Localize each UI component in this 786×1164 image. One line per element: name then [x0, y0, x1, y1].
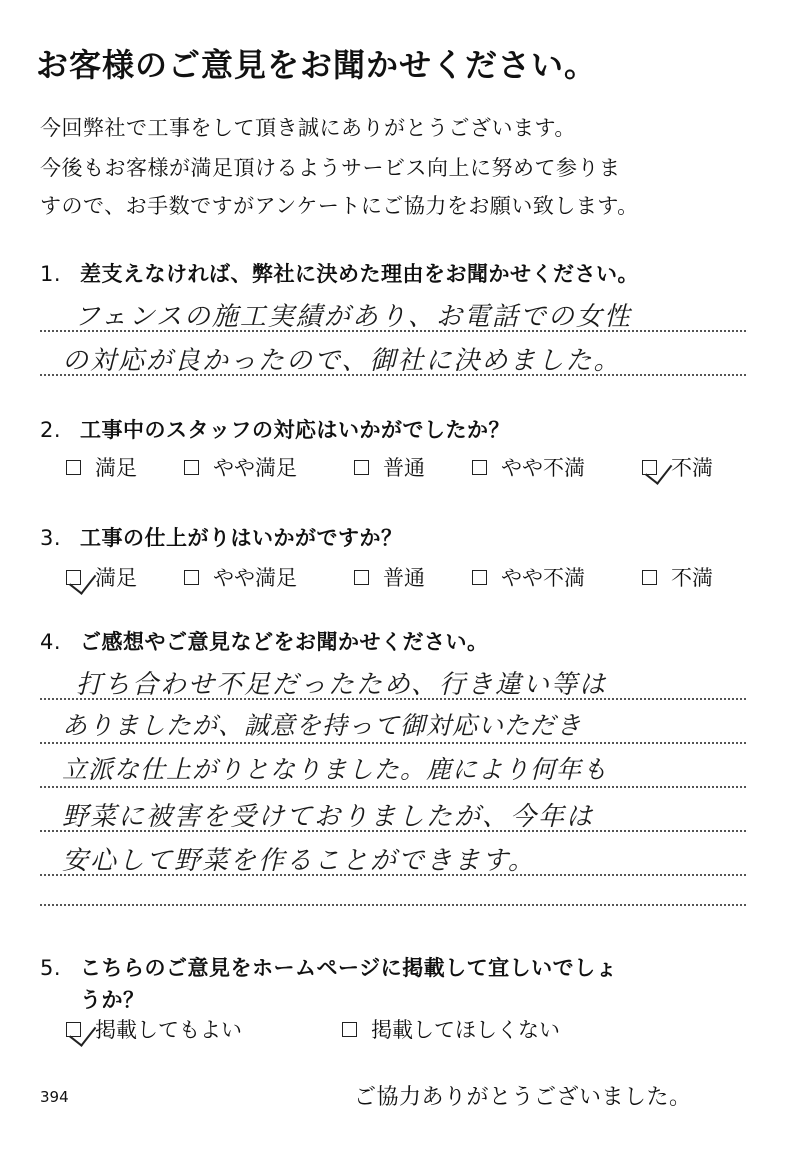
q5-option-1[interactable] [66, 1014, 242, 1044]
checkbox[interactable] [342, 1022, 357, 1037]
q1-answer-line-1: フェンスの施工実績があり、お電話での女性 [74, 302, 632, 332]
q3-option-4-label: やや不満 [501, 566, 585, 590]
q4-answer-line-2: ありましたが、誠意を持って御対応いただき [62, 711, 583, 740]
page-title: お客様のご意見をお聞かせください。 [36, 46, 598, 84]
q2-option-5-label: 不満 [671, 456, 713, 480]
question-5-text-line-1: こちらのご意見をホームページに掲載して宜しいでしょ [80, 956, 618, 980]
question-5-text-line-2: うか？ [80, 988, 145, 1012]
checkbox[interactable] [184, 460, 199, 475]
question-1 [40, 258, 639, 288]
intro-line-3: すので、お手数ですがアンケートにご協力をお願い致します。 [40, 194, 639, 218]
q2-option-3[interactable] [354, 452, 425, 482]
checkbox[interactable] [354, 570, 369, 585]
answer-rule [40, 874, 746, 876]
checkbox[interactable] [472, 460, 487, 475]
question-1-number: 1. [40, 262, 62, 286]
q2-option-2-label: やや満足 [213, 456, 297, 480]
checkbox[interactable] [354, 460, 369, 475]
q2-option-1[interactable] [66, 452, 137, 482]
q5-option-2[interactable] [342, 1014, 560, 1044]
q3-option-3-label: 普通 [383, 566, 425, 590]
checkbox[interactable] [472, 570, 487, 585]
q5-option-1-label: 掲載してもよい [95, 1018, 242, 1042]
question-3-text: 工事の仕上がりはいかがですか？ [80, 526, 403, 550]
closing-thanks: ご協力ありがとうございました。 [354, 1085, 692, 1110]
q3-option-5-label: 不満 [671, 566, 713, 590]
question-3-number: 3. [40, 526, 62, 550]
q4-answer-line-4: 野菜に被害を受けておりましたが、今年は [62, 802, 595, 832]
question-4-text: ご感想やご意見などをお聞かせください。 [80, 630, 489, 654]
question-2-number: 2. [40, 418, 62, 442]
checkbox[interactable] [642, 570, 657, 585]
question-4-number: 4. [40, 630, 62, 654]
intro-line-1: 今回弊社で工事をして頂き誠にありがとうございます。 [40, 116, 576, 140]
q3-option-2-label: やや満足 [213, 566, 297, 590]
question-3 [40, 522, 403, 552]
q2-option-4-label: やや不満 [501, 456, 585, 480]
q2-option-4[interactable] [472, 452, 585, 482]
checkbox-checked[interactable] [66, 1022, 81, 1037]
q2-option-1-label: 満足 [95, 456, 137, 480]
q2-option-2[interactable] [184, 452, 297, 482]
intro-line-2: 今後もお客様が満足頂けるようサービス向上に努めて参りま [40, 156, 621, 180]
checkbox[interactable] [184, 570, 199, 585]
checkbox-checked[interactable] [66, 570, 81, 585]
q2-option-3-label: 普通 [383, 456, 425, 480]
q3-option-4[interactable] [472, 562, 585, 592]
answer-rule [40, 904, 746, 906]
answer-rule [40, 742, 746, 744]
q4-answer-line-5: 安心して野菜を作ることができます。 [62, 846, 536, 876]
q3-option-3[interactable] [354, 562, 425, 592]
q3-option-1[interactable] [66, 562, 137, 592]
q4-answer-line-1: 打ち合わせ不足だったため、行き違い等は [76, 670, 607, 700]
q4-answer-line-3: 立派な仕上がりとなりました。鹿により何年も [62, 755, 609, 784]
answer-rule [40, 786, 746, 788]
question-4 [40, 626, 489, 656]
checkbox-checked[interactable] [642, 460, 657, 475]
question-1-text: 差支えなければ、弊社に決めた理由をお聞かせください。 [80, 262, 639, 286]
answer-rule [40, 374, 746, 376]
page-number: 394 [40, 1088, 69, 1106]
question-2 [40, 414, 510, 444]
q5-option-2-label: 掲載してほしくない [371, 1018, 560, 1042]
answer-rule [40, 330, 746, 332]
answer-rule [40, 698, 746, 700]
q3-option-1-label: 満足 [95, 566, 137, 590]
checkbox[interactable] [66, 460, 81, 475]
question-5 [40, 952, 617, 982]
q3-option-2[interactable] [184, 562, 297, 592]
answer-rule [40, 830, 746, 832]
question-2-text: 工事中のスタッフの対応はいかがでしたか？ [80, 418, 510, 442]
question-5-number: 5. [40, 956, 62, 980]
q1-answer-line-2: の対応が良かったので、御社に決めました。 [62, 346, 622, 376]
q2-option-5[interactable] [642, 452, 713, 482]
q3-option-5[interactable] [642, 562, 713, 592]
